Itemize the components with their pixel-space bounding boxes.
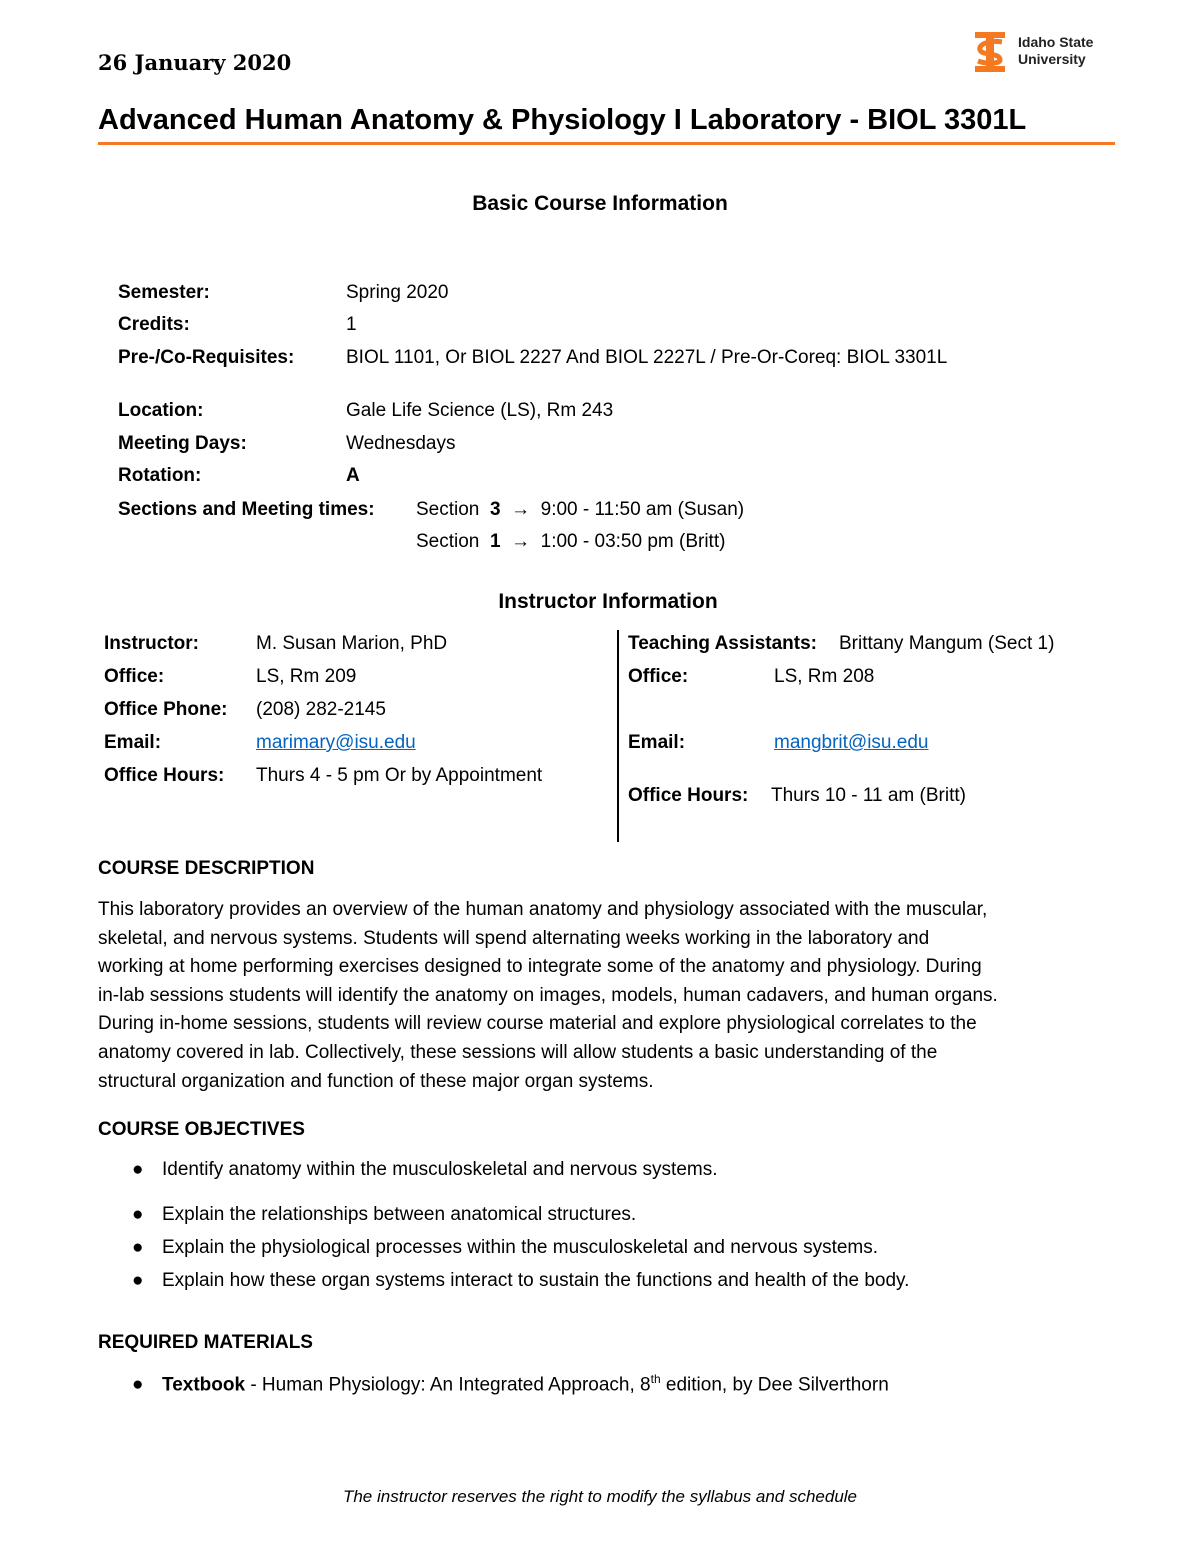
instructor-hours: Thurs 4 - 5 pm Or by Appointment (256, 765, 543, 786)
instructor-hours-label: Office Hours: (104, 765, 225, 786)
credits-label: Credits: (118, 314, 190, 335)
instructor-email-link[interactable]: marimary@isu.edu (256, 732, 416, 753)
column-divider (617, 630, 619, 842)
prereq-value: BIOL 1101, Or BIOL 2227 And BIOL 2227L / Pre-Or-Coreq: BIOL 3301L (346, 347, 948, 368)
section-entry: Section 1 → 1:00 - 03:50 pm (Britt) (416, 531, 726, 552)
instructor-name: M. Susan Marion, PhD (256, 633, 448, 654)
bullet-icon: ● (132, 1159, 144, 1180)
ta-name: Brittany Mangum (Sect 1) (839, 633, 1055, 654)
objective-item: ● Explain how these organ systems interact to sustain the functions and health of the body. (132, 1270, 910, 1291)
objective-item: ● Identify anatomy within the musculoskeletal and nervous systems. (132, 1159, 718, 1180)
location-value: Gale Life Science (LS), Rm 243 (346, 400, 614, 421)
location-label: Location: (118, 400, 204, 421)
rotation-label: Rotation: (118, 465, 202, 486)
semester-value: Spring 2020 (346, 282, 449, 303)
arrow-icon: → (511, 531, 531, 552)
description-line: structural organization and function of these major organ systems. (98, 1070, 654, 1092)
objective-item: ● Explain the relationships between anatomical structures. (132, 1204, 637, 1225)
bullet-icon: ● (132, 1237, 144, 1258)
description-line: in-lab sessions students will identify the anatomy on images, models, human cadavers, and human organs. (98, 984, 998, 1006)
arrow-icon: → (511, 499, 531, 520)
material-item: ● Textbook - Human Physiology: An Integrated Approach, 8th edition, by Dee Silverthorn (132, 1372, 889, 1396)
objective-item: ● Explain the physiological processes within the musculoskeletal and nervous systems. (132, 1237, 879, 1258)
description-line: This laboratory provides an overview of the human anatomy and physiology associated with the muscular, (98, 899, 988, 920)
office-phone: (208) 282-2145 (256, 699, 386, 720)
footer-note: The instructor reserves the right to modify the syllabus and schedule (342, 1487, 858, 1506)
ta-email-link[interactable]: mangbrit@isu.edu (774, 732, 929, 753)
office-phone-label: Office Phone: (104, 699, 228, 720)
ta-office-label: Office: (628, 666, 689, 687)
ta-hours-label: Office Hours: (628, 785, 749, 806)
ta-hours: Thurs 10 - 11 am (Britt) (771, 785, 966, 806)
bullet-icon: ● (132, 1270, 144, 1291)
credits-value: 1 (346, 314, 357, 335)
document-date: 26 January 2020 (98, 50, 292, 75)
basic-info-heading: Basic Course Information (472, 192, 728, 215)
instructor-label: Instructor: (104, 633, 199, 654)
required-materials-heading: REQUIRED MATERIALS (98, 1332, 313, 1353)
course-title: Advanced Human Anatomy & Physiology I Laboratory - BIOL 3301L (98, 104, 1027, 136)
instructor-info-heading: Instructor Information (498, 590, 718, 613)
instructor-email-label: Email: (104, 732, 162, 753)
rotation-value: A (346, 465, 360, 486)
meeting-days-label: Meeting Days: (118, 433, 247, 454)
instructor-office: LS, Rm 209 (256, 666, 357, 687)
prereq-label: Pre-/Co-Requisites: (118, 347, 295, 368)
university-logo (972, 30, 1112, 74)
section-entry: Section 3 → 9:00 - 11:50 am (Susan) (416, 499, 745, 520)
course-description-heading: COURSE DESCRIPTION (98, 858, 315, 879)
instructor-office-label: Office: (104, 666, 165, 687)
course-objectives-heading: COURSE OBJECTIVES (98, 1119, 305, 1140)
bullet-icon: ● (132, 1204, 144, 1225)
title-divider (98, 142, 1115, 145)
description-line: skeletal, and nervous systems. Students will spend alternating weeks working in the laboratory and (98, 927, 930, 949)
description-line: During in-home sessions, students will review course material and explore physiological correlates to the (98, 1013, 977, 1035)
ta-office: LS, Rm 208 (774, 666, 875, 687)
isu-logo-icon (972, 30, 1008, 74)
description-line: working at home performing exercises designed to integrate some of the anatomy and physiology. During (98, 956, 982, 978)
logo-wordmark: Idaho State University (1018, 34, 1094, 67)
course-description (98, 896, 1118, 1096)
semester-label: Semester: (118, 282, 210, 303)
description-line: anatomy covered in lab. Collectively, these sessions will allow students a basic understanding of the (98, 1041, 938, 1063)
meeting-days-value: Wednesdays (346, 433, 456, 454)
sections-label: Sections and Meeting times: (118, 499, 375, 520)
ta-email-label: Email: (628, 732, 686, 753)
bullet-icon: ● (132, 1374, 144, 1396)
ta-label: Teaching Assistants: (628, 633, 817, 654)
